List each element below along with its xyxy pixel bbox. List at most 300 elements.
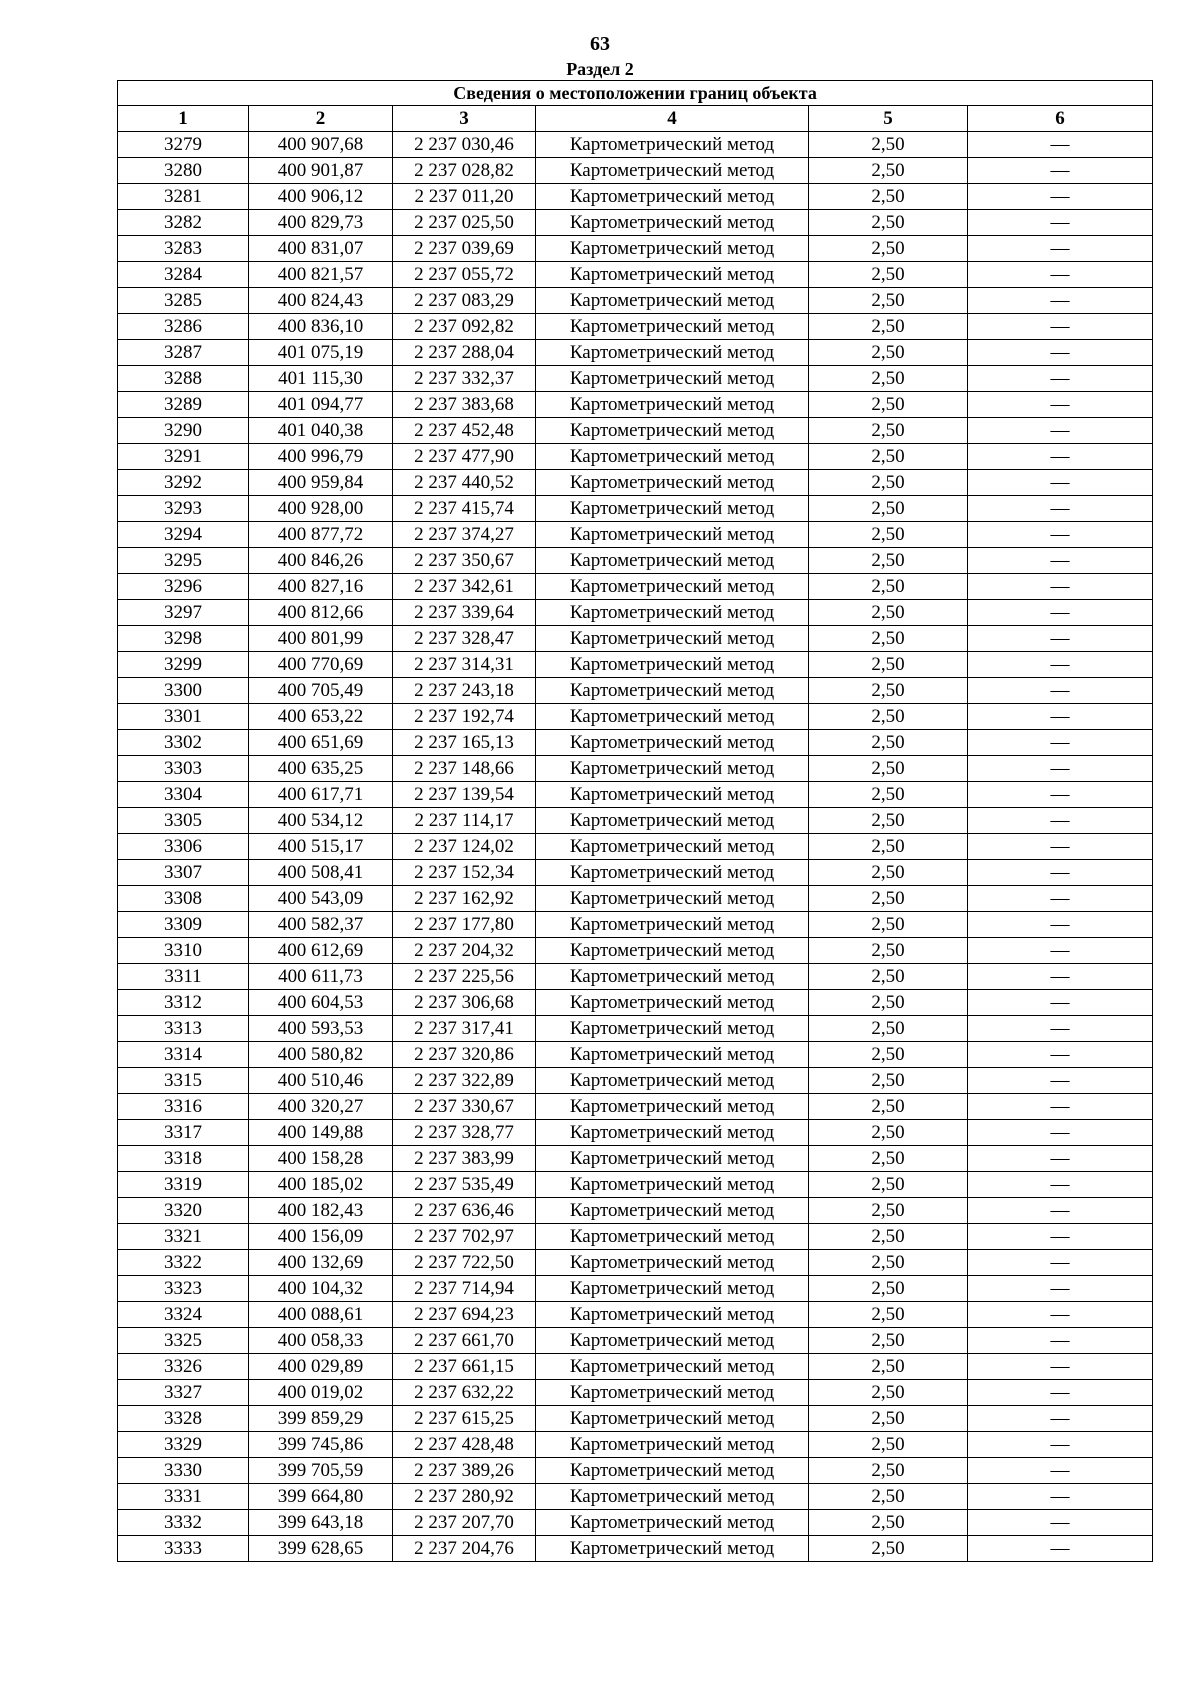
table-row — [118, 1068, 1153, 1094]
description-cell: — — [968, 912, 1153, 938]
x-coordinate-cell: 401 094,77 — [249, 392, 393, 418]
y-coordinate-cell: 2 237 428,48 — [393, 1432, 536, 1458]
point-number-cell: 3333 — [118, 1536, 249, 1562]
method-cell: Картометрический метод — [536, 1276, 809, 1302]
description-cell: — — [968, 1172, 1153, 1198]
accuracy-cell: 2,50 — [809, 1536, 968, 1562]
x-coordinate-cell: 400 058,33 — [249, 1328, 393, 1354]
table-row — [118, 210, 1153, 236]
table-caption-row — [118, 81, 1153, 106]
y-coordinate-cell: 2 237 661,15 — [393, 1354, 536, 1380]
y-coordinate-cell: 2 237 440,52 — [393, 470, 536, 496]
y-coordinate-cell: 2 237 694,23 — [393, 1302, 536, 1328]
description-cell: — — [968, 990, 1153, 1016]
point-number-cell: 3294 — [118, 522, 249, 548]
method-cell: Картометрический метод — [536, 808, 809, 834]
point-number-cell: 3319 — [118, 1172, 249, 1198]
y-coordinate-cell: 2 237 332,37 — [393, 366, 536, 392]
table-row — [118, 990, 1153, 1016]
y-coordinate-cell: 2 237 636,46 — [393, 1198, 536, 1224]
description-cell: — — [968, 600, 1153, 626]
description-cell: — — [968, 1432, 1153, 1458]
point-number-cell: 3327 — [118, 1380, 249, 1406]
point-number-cell: 3310 — [118, 938, 249, 964]
accuracy-cell: 2,50 — [809, 1172, 968, 1198]
table-row — [118, 470, 1153, 496]
x-coordinate-cell: 399 664,80 — [249, 1484, 393, 1510]
column-header: 1 — [118, 106, 249, 132]
y-coordinate-cell: 2 237 139,54 — [393, 782, 536, 808]
accuracy-cell: 2,50 — [809, 418, 968, 444]
accuracy-cell: 2,50 — [809, 340, 968, 366]
method-cell: Картометрический метод — [536, 886, 809, 912]
y-coordinate-cell: 2 237 177,80 — [393, 912, 536, 938]
y-coordinate-cell: 2 237 452,48 — [393, 418, 536, 444]
method-cell: Картометрический метод — [536, 1224, 809, 1250]
method-cell: Картометрический метод — [536, 1042, 809, 1068]
table-row — [118, 1432, 1153, 1458]
method-cell: Картометрический метод — [536, 1068, 809, 1094]
point-number-cell: 3306 — [118, 834, 249, 860]
description-cell: — — [968, 1016, 1153, 1042]
page-number: 63 — [590, 33, 610, 55]
point-number-cell: 3283 — [118, 236, 249, 262]
table-row — [118, 496, 1153, 522]
accuracy-cell: 2,50 — [809, 1484, 968, 1510]
point-number-cell: 3303 — [118, 756, 249, 782]
method-cell: Картометрический метод — [536, 1484, 809, 1510]
accuracy-cell: 2,50 — [809, 574, 968, 600]
accuracy-cell: 2,50 — [809, 1510, 968, 1536]
x-coordinate-cell: 400 582,37 — [249, 912, 393, 938]
method-cell: Картометрический метод — [536, 1510, 809, 1536]
description-cell: — — [968, 1198, 1153, 1224]
x-coordinate-cell: 400 907,68 — [249, 132, 393, 158]
point-number-cell: 3307 — [118, 860, 249, 886]
description-cell: — — [968, 1068, 1153, 1094]
column-header: 5 — [809, 106, 968, 132]
table-row — [118, 574, 1153, 600]
y-coordinate-cell: 2 237 317,41 — [393, 1016, 536, 1042]
description-cell: — — [968, 1354, 1153, 1380]
table-row — [118, 652, 1153, 678]
table-row — [118, 1120, 1153, 1146]
point-number-cell: 3315 — [118, 1068, 249, 1094]
description-cell: — — [968, 314, 1153, 340]
y-coordinate-cell: 2 237 025,50 — [393, 210, 536, 236]
method-cell: Картометрический метод — [536, 444, 809, 470]
x-coordinate-cell: 400 604,53 — [249, 990, 393, 1016]
accuracy-cell: 2,50 — [809, 1276, 968, 1302]
description-cell: — — [968, 236, 1153, 262]
x-coordinate-cell: 400 996,79 — [249, 444, 393, 470]
method-cell: Картометрический метод — [536, 704, 809, 730]
description-cell: — — [968, 184, 1153, 210]
table-row — [118, 1198, 1153, 1224]
x-coordinate-cell: 400 149,88 — [249, 1120, 393, 1146]
y-coordinate-cell: 2 237 092,82 — [393, 314, 536, 340]
point-number-cell: 3282 — [118, 210, 249, 236]
table-row — [118, 236, 1153, 262]
accuracy-cell: 2,50 — [809, 626, 968, 652]
table-row — [118, 834, 1153, 860]
accuracy-cell: 2,50 — [809, 600, 968, 626]
y-coordinate-cell: 2 237 225,56 — [393, 964, 536, 990]
method-cell: Картометрический метод — [536, 340, 809, 366]
table-row — [118, 366, 1153, 392]
description-cell: — — [968, 860, 1153, 886]
x-coordinate-cell: 401 040,38 — [249, 418, 393, 444]
description-cell: — — [968, 1458, 1153, 1484]
point-number-cell: 3309 — [118, 912, 249, 938]
y-coordinate-cell: 2 237 207,70 — [393, 1510, 536, 1536]
x-coordinate-cell: 399 643,18 — [249, 1510, 393, 1536]
x-coordinate-cell: 400 019,02 — [249, 1380, 393, 1406]
method-cell: Картометрический метод — [536, 1302, 809, 1328]
x-coordinate-cell: 400 906,12 — [249, 184, 393, 210]
y-coordinate-cell: 2 237 152,34 — [393, 860, 536, 886]
x-coordinate-cell: 400 651,69 — [249, 730, 393, 756]
method-cell: Картометрический метод — [536, 600, 809, 626]
description-cell: — — [968, 522, 1153, 548]
table-row — [118, 730, 1153, 756]
y-coordinate-cell: 2 237 204,76 — [393, 1536, 536, 1562]
method-cell: Картометрический метод — [536, 262, 809, 288]
x-coordinate-cell: 400 515,17 — [249, 834, 393, 860]
x-coordinate-cell: 400 088,61 — [249, 1302, 393, 1328]
y-coordinate-cell: 2 237 322,89 — [393, 1068, 536, 1094]
x-coordinate-cell: 400 770,69 — [249, 652, 393, 678]
table-row — [118, 1276, 1153, 1302]
method-cell: Картометрический метод — [536, 1146, 809, 1172]
accuracy-cell: 2,50 — [809, 470, 968, 496]
table-row — [118, 522, 1153, 548]
x-coordinate-cell: 399 745,86 — [249, 1432, 393, 1458]
point-number-cell: 3286 — [118, 314, 249, 340]
point-number-cell: 3321 — [118, 1224, 249, 1250]
y-coordinate-cell: 2 237 280,92 — [393, 1484, 536, 1510]
description-cell: — — [968, 1380, 1153, 1406]
table-row — [118, 158, 1153, 184]
accuracy-cell: 2,50 — [809, 756, 968, 782]
description-cell: — — [968, 418, 1153, 444]
method-cell: Картометрический метод — [536, 314, 809, 340]
point-number-cell: 3288 — [118, 366, 249, 392]
point-number-cell: 3289 — [118, 392, 249, 418]
y-coordinate-cell: 2 237 306,68 — [393, 990, 536, 1016]
point-number-cell: 3323 — [118, 1276, 249, 1302]
point-number-cell: 3331 — [118, 1484, 249, 1510]
method-cell: Картометрический метод — [536, 626, 809, 652]
method-cell: Картометрический метод — [536, 652, 809, 678]
method-cell: Картометрический метод — [536, 1380, 809, 1406]
y-coordinate-cell: 2 237 383,68 — [393, 392, 536, 418]
description-cell: — — [968, 288, 1153, 314]
y-coordinate-cell: 2 237 477,90 — [393, 444, 536, 470]
method-cell: Картометрический метод — [536, 496, 809, 522]
description-cell: — — [968, 210, 1153, 236]
description-cell: — — [968, 1406, 1153, 1432]
accuracy-cell: 2,50 — [809, 1224, 968, 1250]
x-coordinate-cell: 400 635,25 — [249, 756, 393, 782]
y-coordinate-cell: 2 237 011,20 — [393, 184, 536, 210]
description-cell: — — [968, 1510, 1153, 1536]
point-number-cell: 3328 — [118, 1406, 249, 1432]
method-cell: Картометрический метод — [536, 1120, 809, 1146]
point-number-cell: 3332 — [118, 1510, 249, 1536]
table-row — [118, 756, 1153, 782]
point-number-cell: 3301 — [118, 704, 249, 730]
accuracy-cell: 2,50 — [809, 1068, 968, 1094]
method-cell: Картометрический метод — [536, 236, 809, 262]
table-row — [118, 1016, 1153, 1042]
y-coordinate-cell: 2 237 415,74 — [393, 496, 536, 522]
accuracy-cell: 2,50 — [809, 678, 968, 704]
y-coordinate-cell: 2 237 339,64 — [393, 600, 536, 626]
table-row — [118, 444, 1153, 470]
method-cell: Картометрический метод — [536, 990, 809, 1016]
table-row — [118, 704, 1153, 730]
x-coordinate-cell: 400 617,71 — [249, 782, 393, 808]
x-coordinate-cell: 400 580,82 — [249, 1042, 393, 1068]
table-row — [118, 626, 1153, 652]
table-row — [118, 600, 1153, 626]
description-cell: — — [968, 444, 1153, 470]
table-row — [118, 1328, 1153, 1354]
x-coordinate-cell: 400 534,12 — [249, 808, 393, 834]
accuracy-cell: 2,50 — [809, 704, 968, 730]
accuracy-cell: 2,50 — [809, 1250, 968, 1276]
accuracy-cell: 2,50 — [809, 938, 968, 964]
x-coordinate-cell: 400 829,73 — [249, 210, 393, 236]
y-coordinate-cell: 2 237 243,18 — [393, 678, 536, 704]
point-number-cell: 3317 — [118, 1120, 249, 1146]
accuracy-cell: 2,50 — [809, 886, 968, 912]
table-row — [118, 1536, 1153, 1562]
x-coordinate-cell: 400 029,89 — [249, 1354, 393, 1380]
method-cell: Картометрический метод — [536, 782, 809, 808]
table-row — [118, 1146, 1153, 1172]
x-coordinate-cell: 400 593,53 — [249, 1016, 393, 1042]
method-cell: Картометрический метод — [536, 1094, 809, 1120]
point-number-cell: 3330 — [118, 1458, 249, 1484]
accuracy-cell: 2,50 — [809, 1458, 968, 1484]
y-coordinate-cell: 2 237 165,13 — [393, 730, 536, 756]
table-row — [118, 262, 1153, 288]
description-cell: — — [968, 366, 1153, 392]
column-header: 2 — [249, 106, 393, 132]
y-coordinate-cell: 2 237 288,04 — [393, 340, 536, 366]
accuracy-cell: 2,50 — [809, 210, 968, 236]
x-coordinate-cell: 400 831,07 — [249, 236, 393, 262]
x-coordinate-cell: 399 859,29 — [249, 1406, 393, 1432]
method-cell: Картометрический метод — [536, 964, 809, 990]
table-row — [118, 418, 1153, 444]
method-cell: Картометрический метод — [536, 392, 809, 418]
y-coordinate-cell: 2 237 114,17 — [393, 808, 536, 834]
y-coordinate-cell: 2 237 030,46 — [393, 132, 536, 158]
method-cell: Картометрический метод — [536, 1432, 809, 1458]
table-row — [118, 184, 1153, 210]
description-cell: — — [968, 782, 1153, 808]
point-number-cell: 3314 — [118, 1042, 249, 1068]
y-coordinate-cell: 2 237 350,67 — [393, 548, 536, 574]
method-cell: Картометрический метод — [536, 288, 809, 314]
y-coordinate-cell: 2 237 702,97 — [393, 1224, 536, 1250]
y-coordinate-cell: 2 237 204,32 — [393, 938, 536, 964]
y-coordinate-cell: 2 237 055,72 — [393, 262, 536, 288]
description-cell: — — [968, 1302, 1153, 1328]
accuracy-cell: 2,50 — [809, 1406, 968, 1432]
y-coordinate-cell: 2 237 714,94 — [393, 1276, 536, 1302]
table-row — [118, 860, 1153, 886]
column-header: 4 — [536, 106, 809, 132]
table-row — [118, 938, 1153, 964]
description-cell: — — [968, 470, 1153, 496]
y-coordinate-cell: 2 237 162,92 — [393, 886, 536, 912]
description-cell: — — [968, 1276, 1153, 1302]
x-coordinate-cell: 400 824,43 — [249, 288, 393, 314]
method-cell: Картометрический метод — [536, 1198, 809, 1224]
point-number-cell: 3302 — [118, 730, 249, 756]
accuracy-cell: 2,50 — [809, 444, 968, 470]
point-number-cell: 3293 — [118, 496, 249, 522]
accuracy-cell: 2,50 — [809, 808, 968, 834]
y-coordinate-cell: 2 237 328,47 — [393, 626, 536, 652]
accuracy-cell: 2,50 — [809, 522, 968, 548]
x-coordinate-cell: 400 877,72 — [249, 522, 393, 548]
method-cell: Картометрический метод — [536, 834, 809, 860]
description-cell: — — [968, 704, 1153, 730]
point-number-cell: 3329 — [118, 1432, 249, 1458]
point-number-cell: 3291 — [118, 444, 249, 470]
description-cell: — — [968, 886, 1153, 912]
point-number-cell: 3324 — [118, 1302, 249, 1328]
coordinates-table — [117, 80, 1153, 1562]
table-row — [118, 1354, 1153, 1380]
accuracy-cell: 2,50 — [809, 990, 968, 1016]
y-coordinate-cell: 2 237 615,25 — [393, 1406, 536, 1432]
x-coordinate-cell: 400 543,09 — [249, 886, 393, 912]
accuracy-cell: 2,50 — [809, 1198, 968, 1224]
x-coordinate-cell: 400 959,84 — [249, 470, 393, 496]
x-coordinate-cell: 400 801,99 — [249, 626, 393, 652]
x-coordinate-cell: 400 705,49 — [249, 678, 393, 704]
table-body — [118, 132, 1153, 1562]
description-cell: — — [968, 964, 1153, 990]
accuracy-cell: 2,50 — [809, 1432, 968, 1458]
point-number-cell: 3292 — [118, 470, 249, 496]
x-coordinate-cell: 400 827,16 — [249, 574, 393, 600]
x-coordinate-cell: 400 611,73 — [249, 964, 393, 990]
accuracy-cell: 2,50 — [809, 314, 968, 340]
description-cell: — — [968, 1146, 1153, 1172]
method-cell: Картометрический метод — [536, 1016, 809, 1042]
table-row — [118, 1250, 1153, 1276]
description-cell: — — [968, 756, 1153, 782]
point-number-cell: 3281 — [118, 184, 249, 210]
description-cell: — — [968, 1328, 1153, 1354]
accuracy-cell: 2,50 — [809, 1120, 968, 1146]
table-row — [118, 1042, 1153, 1068]
x-coordinate-cell: 400 156,09 — [249, 1224, 393, 1250]
table-row — [118, 340, 1153, 366]
table-row — [118, 1302, 1153, 1328]
point-number-cell: 3290 — [118, 418, 249, 444]
y-coordinate-cell: 2 237 148,66 — [393, 756, 536, 782]
description-cell: — — [968, 574, 1153, 600]
accuracy-cell: 2,50 — [809, 964, 968, 990]
accuracy-cell: 2,50 — [809, 1328, 968, 1354]
table-row — [118, 288, 1153, 314]
description-cell: — — [968, 1042, 1153, 1068]
accuracy-cell: 2,50 — [809, 184, 968, 210]
point-number-cell: 3318 — [118, 1146, 249, 1172]
accuracy-cell: 2,50 — [809, 1016, 968, 1042]
description-cell: — — [968, 1094, 1153, 1120]
point-number-cell: 3305 — [118, 808, 249, 834]
x-coordinate-cell: 400 928,00 — [249, 496, 393, 522]
accuracy-cell: 2,50 — [809, 262, 968, 288]
description-cell: — — [968, 548, 1153, 574]
description-cell: — — [968, 496, 1153, 522]
description-cell: — — [968, 1484, 1153, 1510]
table-row — [118, 1094, 1153, 1120]
y-coordinate-cell: 2 237 320,86 — [393, 1042, 536, 1068]
description-cell: — — [968, 1536, 1153, 1562]
y-coordinate-cell: 2 237 661,70 — [393, 1328, 536, 1354]
description-cell: — — [968, 834, 1153, 860]
table-row — [118, 1172, 1153, 1198]
accuracy-cell: 2,50 — [809, 730, 968, 756]
method-cell: Картометрический метод — [536, 1458, 809, 1484]
accuracy-cell: 2,50 — [809, 288, 968, 314]
y-coordinate-cell: 2 237 124,02 — [393, 834, 536, 860]
x-coordinate-cell: 399 628,65 — [249, 1536, 393, 1562]
method-cell: Картометрический метод — [536, 548, 809, 574]
y-coordinate-cell: 2 237 383,99 — [393, 1146, 536, 1172]
y-coordinate-cell: 2 237 039,69 — [393, 236, 536, 262]
x-coordinate-cell: 400 901,87 — [249, 158, 393, 184]
method-cell: Картометрический метод — [536, 938, 809, 964]
x-coordinate-cell: 400 821,57 — [249, 262, 393, 288]
x-coordinate-cell: 400 812,66 — [249, 600, 393, 626]
point-number-cell: 3279 — [118, 132, 249, 158]
method-cell: Картометрический метод — [536, 1328, 809, 1354]
accuracy-cell: 2,50 — [809, 236, 968, 262]
x-coordinate-cell: 400 653,22 — [249, 704, 393, 730]
point-number-cell: 3312 — [118, 990, 249, 1016]
table-row — [118, 548, 1153, 574]
method-cell: Картометрический метод — [536, 366, 809, 392]
table-row — [118, 132, 1153, 158]
point-number-cell: 3287 — [118, 340, 249, 366]
table-row — [118, 782, 1153, 808]
description-cell: — — [968, 1224, 1153, 1250]
table-row — [118, 1458, 1153, 1484]
y-coordinate-cell: 2 237 330,67 — [393, 1094, 536, 1120]
x-coordinate-cell: 400 320,27 — [249, 1094, 393, 1120]
method-cell: Картометрический метод — [536, 730, 809, 756]
method-cell: Картометрический метод — [536, 184, 809, 210]
table-row — [118, 1224, 1153, 1250]
y-coordinate-cell: 2 237 314,31 — [393, 652, 536, 678]
method-cell: Картометрический метод — [536, 860, 809, 886]
column-header: 6 — [968, 106, 1153, 132]
column-header: 3 — [393, 106, 536, 132]
table-row — [118, 314, 1153, 340]
y-coordinate-cell: 2 237 192,74 — [393, 704, 536, 730]
